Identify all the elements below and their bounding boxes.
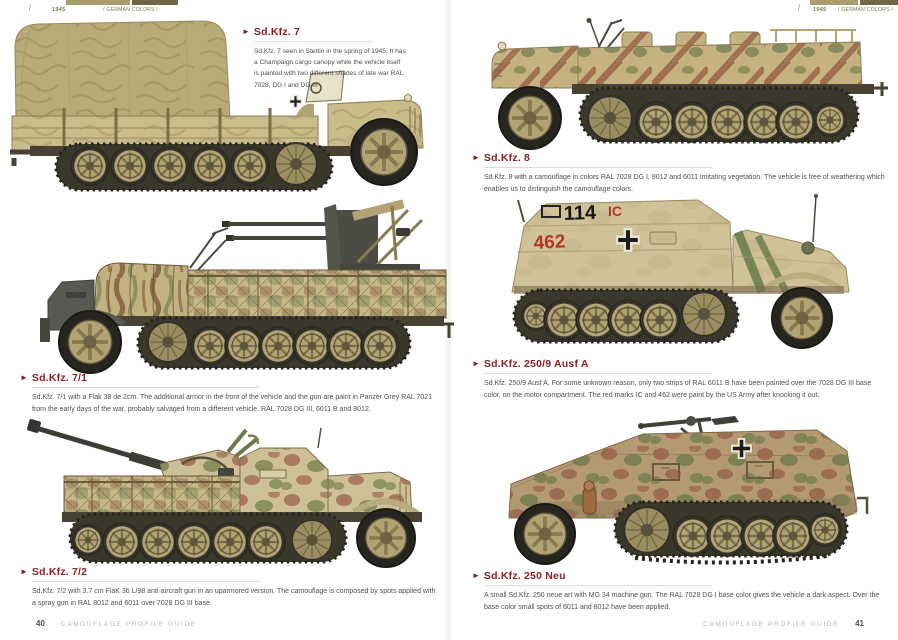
header-bar-light-right (810, 0, 858, 5)
entry-sdkfz250neu (472, 570, 888, 613)
sdkfz71-tow-hitch (444, 324, 454, 338)
entry-sdkfz7 (242, 26, 406, 91)
sdkfz2509-illustration (500, 192, 885, 356)
hull-number-marking: 462 (533, 231, 566, 254)
sdkfz71-bed (188, 270, 446, 318)
entry-sdkfz71 (20, 372, 440, 415)
header-year-left: 1945 (52, 7, 66, 13)
header-year-right: 1945 (813, 7, 827, 13)
sdkfz7-front-wheel (351, 119, 417, 185)
sdkfz72-hood (328, 472, 418, 516)
header-section-right: / GERMAN COLORS / (838, 7, 894, 13)
sdkfz8-hood (492, 42, 578, 88)
sdkfz7-tracks (56, 143, 332, 190)
sdkfz72-tracks (70, 514, 346, 562)
entry-caption-sdkfz8: Sd.Kfz. 8 with a camouflage in colors RAL 7028 DG I, 8012 and 6011 imitating vegetation. The vehicle is free of weathering which enables us to distinguish the camouflage colors. (484, 174, 885, 193)
sdkfz71-windshield-frame (190, 228, 228, 270)
heading-rule (254, 41, 372, 42)
header-section-left: / GERMAN COLORS / (103, 7, 159, 13)
sdkfz8-tracks (580, 88, 858, 142)
arrow-marker-icon: ► (472, 571, 480, 580)
sdkfz2509-tracks (514, 290, 738, 342)
header-bar-dark-left (132, 0, 178, 5)
sdkfz71-illustration (40, 198, 454, 374)
sdkfz8-body (578, 30, 862, 88)
entry-caption-sdkfz71: Sd.Kfz. 7/1 with a Flak 38 de 2cm. The additional armor in the front of the vehicle and the gun are paint in Panzer Grey RAL 7021 from the early days of the war, probably salvaged from a different vehicle. RAL 7028 DG III, 6011 B and 8012. (32, 394, 433, 413)
sdkfz250neu-exhaust (583, 481, 596, 514)
footer-left (36, 619, 197, 628)
sdkfz72-bed (64, 476, 240, 516)
sdkfz71-tracks (138, 318, 410, 368)
heading-rule (484, 585, 712, 586)
heading-rule (484, 167, 712, 168)
heading-rule (484, 373, 712, 374)
entry-title-sdkfz72: Sd.Kfz. 7/2 (31, 566, 88, 578)
balkenkreuz-icon (290, 96, 302, 108)
entry-caption-sdkfz7: Sd.Kfz. 7 seen in Stettin in the spring of 1945. It has a Champaign cargo canopy while the vehicle itself is painted with two different shades of late war RAL 7028, DG I and DG III (254, 48, 406, 89)
sdkfz71-cab-canvas (94, 263, 188, 320)
sdkfz8-illustration (484, 18, 894, 154)
sdkfz250neu-illustration (495, 406, 893, 568)
sdkfz72-illustration (22, 412, 450, 568)
sdkfz8-front-wheel (499, 87, 561, 149)
entry-caption-sdkfz2509: Sd.Kfz. 250/9 Ausf A. For some unknown reason, only two strips of RAL 6011 B have been painted over the 7028 DG III base color, on the motor compartment. The red marks IC and 462 were paint by the US Army after knocking it out. (484, 380, 872, 399)
sdkfz71-front-wheel (59, 311, 121, 373)
arrow-marker-icon: ► (472, 153, 480, 162)
page-number-right: 41 (855, 619, 864, 628)
header-slash-left: / (29, 5, 31, 12)
entry-title-sdkfz250neu: Sd.Kfz. 250 Neu (483, 570, 566, 582)
tactical-code-marking: IC (608, 203, 622, 219)
footer-book-title: CAMOUFLAGE PROFILE GUIDE (60, 621, 197, 628)
header-bar-dark-right (860, 0, 898, 5)
sdkfz7-tow-hitch (10, 152, 34, 166)
sdkfz72-front-wheel (357, 509, 415, 567)
arrow-marker-icon: ► (472, 359, 480, 368)
sdkfz250neu-front-wheel (515, 504, 575, 564)
arrow-marker-icon: ► (20, 567, 28, 576)
entry-sdkfz2509 (472, 358, 888, 401)
heading-rule (32, 387, 260, 388)
entry-caption-sdkfz250neu: A small Sd.Kfz. 250 neue art with MG 34 machine gun. The RAL 7028 DG I base color gives the vehicle a dark aspect. Over the base color small spots of 6011 and 8012 have been applied. (484, 592, 880, 611)
page-number-left: 40 (36, 619, 45, 628)
arrow-marker-icon: ► (20, 373, 28, 382)
sdkfz2509-front-wheel (772, 288, 832, 348)
entry-title-sdkfz7: Sd.Kfz. 7 (253, 26, 301, 38)
footer-book-title: CAMOUFLAGE PROFILE GUIDE (703, 621, 840, 628)
header-slash-right: / (798, 5, 800, 12)
footer-right (703, 619, 864, 628)
entry-title-sdkfz71: Sd.Kfz. 7/1 (31, 372, 88, 384)
sdkfz2509-engine-deck (733, 194, 849, 292)
entry-sdkfz8 (472, 152, 888, 195)
entry-title-sdkfz2509: Sd.Kfz. 250/9 Ausf A (483, 358, 589, 370)
flak38-quad-gun (222, 199, 422, 272)
sdkfz8-tow-hitch (874, 82, 888, 96)
entry-caption-sdkfz72: Sd.Kfz. 7/2 with 3.7 cm FlaK 36 L/98 anti-aircraft gun in an uparmored version. The camouflage is composed by spots applied with a spray gun in RAL 8012 and 6011 over 7028 DG III base. (32, 588, 436, 607)
sdkfz7-canopy (15, 21, 230, 120)
header-bar-light-left (66, 0, 130, 5)
turret-number-marking: 114 (563, 201, 597, 225)
entry-sdkfz72 (20, 566, 440, 609)
entry-title-sdkfz8: Sd.Kfz. 8 (483, 152, 531, 164)
sdkfz250neu-tracks (615, 502, 847, 563)
arrow-marker-icon: ► (242, 27, 250, 36)
heading-rule (32, 581, 260, 582)
